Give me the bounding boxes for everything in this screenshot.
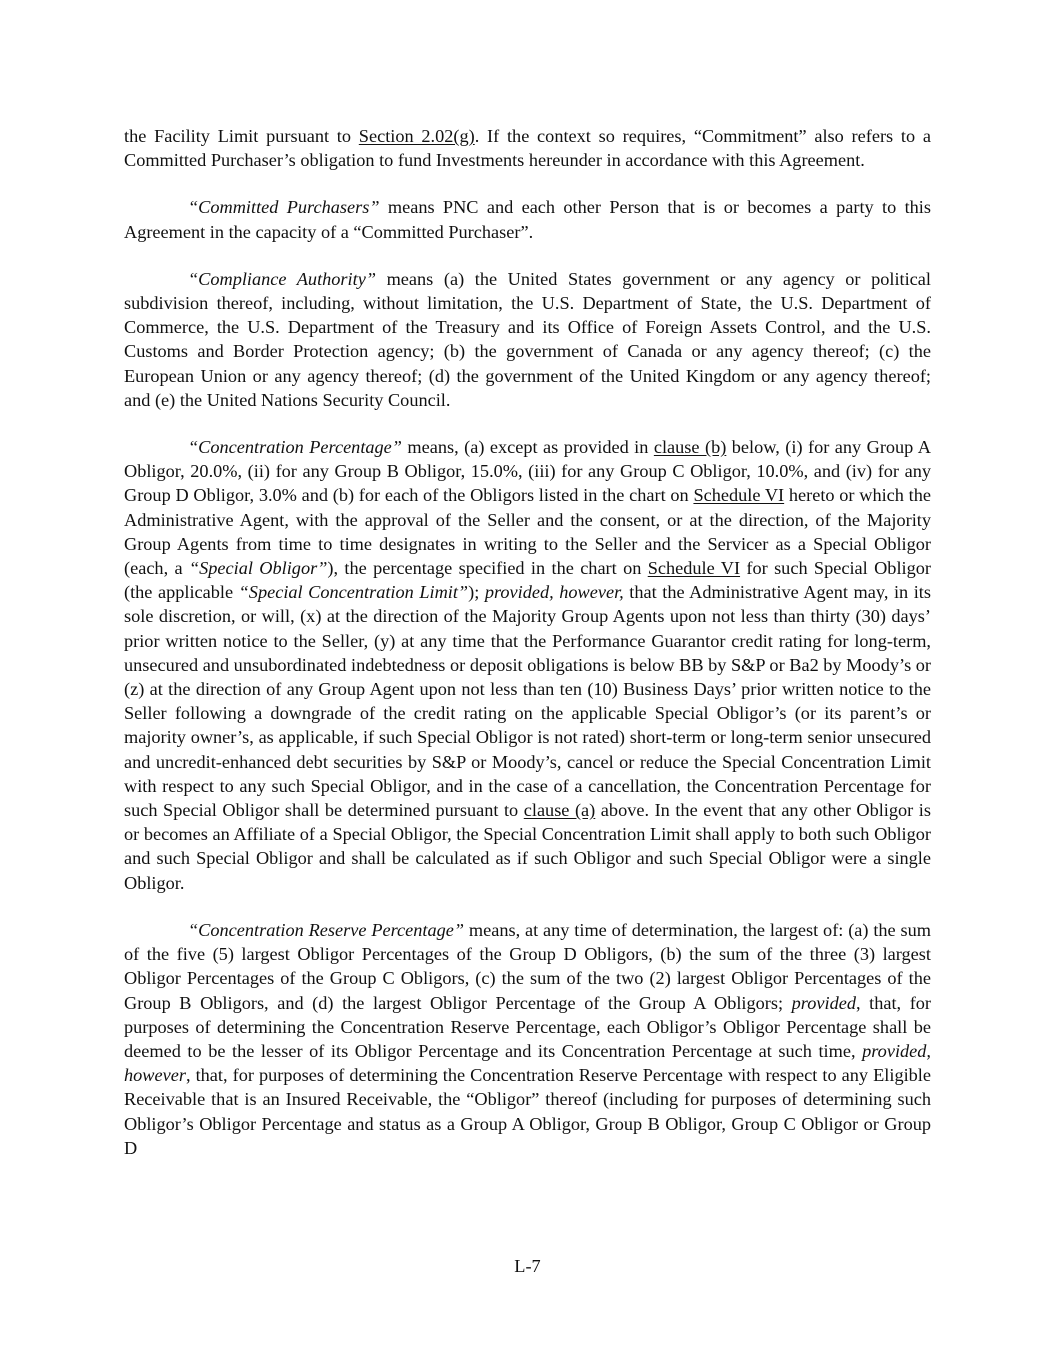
definition-concentration-reserve-percentage bbox=[124, 918, 931, 1160]
defined-term: “Concentration Percentage” bbox=[188, 437, 402, 458]
text: , that, for purposes of determining the Concentration Reserve Percentage, each Obligor’s Obligor Percentage shall be deemed to be the lesser of its Obligor Percentage and its Concentration Percentage at such time, bbox=[124, 992, 932, 1061]
text: means, at any time of determination, the largest of: (a) the sum of the five (5) largest Obligor Percentages of the Group D Obligors, (b) the sum of the three (3) largest Obligor Percentages of the Group C Obligors, (c) the sum of the two (2) largest Obligor Percentages of the Group B Obligors, and (d) the largest Obligor Percentage of the Group A Obligors; bbox=[124, 919, 931, 1013]
defined-term: “Special Concentration Limit” bbox=[238, 582, 469, 603]
schedule-reference: Schedule VI bbox=[647, 558, 741, 579]
definition-committed-purchasers bbox=[124, 195, 931, 243]
definition-concentration-percentage bbox=[124, 435, 931, 895]
text: , that, for purposes of determining the Concentration Reserve Percentage with respect to any Eligible Receivable that is an Insured Receivable, the “Obligor” thereof (including for purposes of determining such Obligor’s Obligor Percentage and status as a Group A Obligor, Group B Obligor, Group C Obligor or Group D bbox=[124, 1065, 931, 1158]
text: . If the context so requires, “Commitment” also refers to a Committed Purchaser’s obligation to fund Investments hereunder in accordance with this Agreement. bbox=[124, 126, 931, 171]
clause-reference: clause (a) bbox=[523, 800, 596, 821]
clause-reference: clause (b) bbox=[653, 437, 727, 458]
defined-term: “Concentration Reserve Percentage” bbox=[188, 919, 465, 940]
defined-term: “Committed Purchasers” bbox=[188, 197, 380, 218]
text: that the Administrative Agent may, in its sole discretion, or will, (x) at the direction of the Majority Group Agents upon not less than thirty (30) days’ prior written notice to the Seller, (y) at any time that the Performance Guarantor credit rating for long-term, unsecured and unsubordinated indebtedness or deposit obligations is below BB by S&P or Ba2 by Moody’s or (z) at the direction of any Group Agent upon not less than ten (10) Business Days’ prior written notice to the Seller following a downgrade of the credit rating on the applicable Special Obligor’s (or its parent’s or majority owner’s, as applicable, if such Special Obligor is not rated) short-term or long-term senior unsecured and uncredit-enhanced debt securities by S&P or Moody’s, cancel or reduce the Special Concentration Limit with respect to any such Special Obligor, and in the case of a cancellation, the Concentration Percentage for such Special Obligor shall be determined pursuant to bbox=[124, 582, 931, 821]
proviso: provided, however, bbox=[484, 582, 624, 603]
text: ), the percentage specified in the chart on bbox=[327, 558, 648, 579]
text: the Facility Limit pursuant to bbox=[124, 126, 359, 146]
text: for such Special Obligor (the applicable bbox=[124, 558, 931, 603]
proviso: provided, however bbox=[124, 1040, 931, 1086]
definition-compliance-authority bbox=[124, 267, 931, 412]
text: means PNC and each other Person that is or becomes a party to this Agreement in the capacity of a “Committed Purchaser”. bbox=[124, 197, 931, 242]
document-body bbox=[124, 124, 931, 1183]
proviso: provided bbox=[791, 992, 856, 1013]
text: means (a) the United States government or any agency or political subdivision thereof, including, without limitation, the U.S. Department of State, the U.S. Department of Commerce, the U.S. Department of the Treasury and its Office of Foreign Assets Control, and the U.S. Customs and Border Protection agency; (b) the government of Canada or any agency thereof; (c) the European Union or any agency thereof; (d) the government of the United Kingdom or any agency thereof; and (e) the United Nations Security Council. bbox=[124, 268, 931, 410]
text: below, (i) for any Group A Obligor, 20.0%, (ii) for any Group B Obligor, 15.0%, (iii) for any Group C Obligor, 10.0%, and (iv) for any Group D Obligor, 3.0% and (b) for each of the Obligors listed in the chart on bbox=[124, 437, 931, 506]
defined-term: “Special Obligor” bbox=[188, 558, 328, 579]
section-reference: Section 2.02(g) bbox=[358, 126, 475, 146]
schedule-reference: Schedule VI bbox=[693, 485, 785, 506]
text: ); bbox=[468, 582, 485, 603]
text: above. In the event that any other Obligor is or becomes an Affiliate of a Special Obligor, the Special Concentration Limit shall apply to both such Obligor and such Special Obligor and shall be calculated as if such Obligor and such Special Obligor were a single Obligor. bbox=[124, 800, 931, 893]
text: means, (a) except as provided in bbox=[401, 437, 654, 458]
paragraph-commitment-continued bbox=[124, 124, 931, 172]
page-number: L-7 bbox=[514, 1256, 541, 1276]
defined-term: “Compliance Authority” bbox=[188, 268, 376, 289]
text: hereto or which the Administrative Agent, with the approval of the Seller and the consent, or at the direction, of the Majority Group Agents from time to time designates in writing to the Seller and the Servicer as a Special Obligor (each, a bbox=[124, 485, 931, 579]
